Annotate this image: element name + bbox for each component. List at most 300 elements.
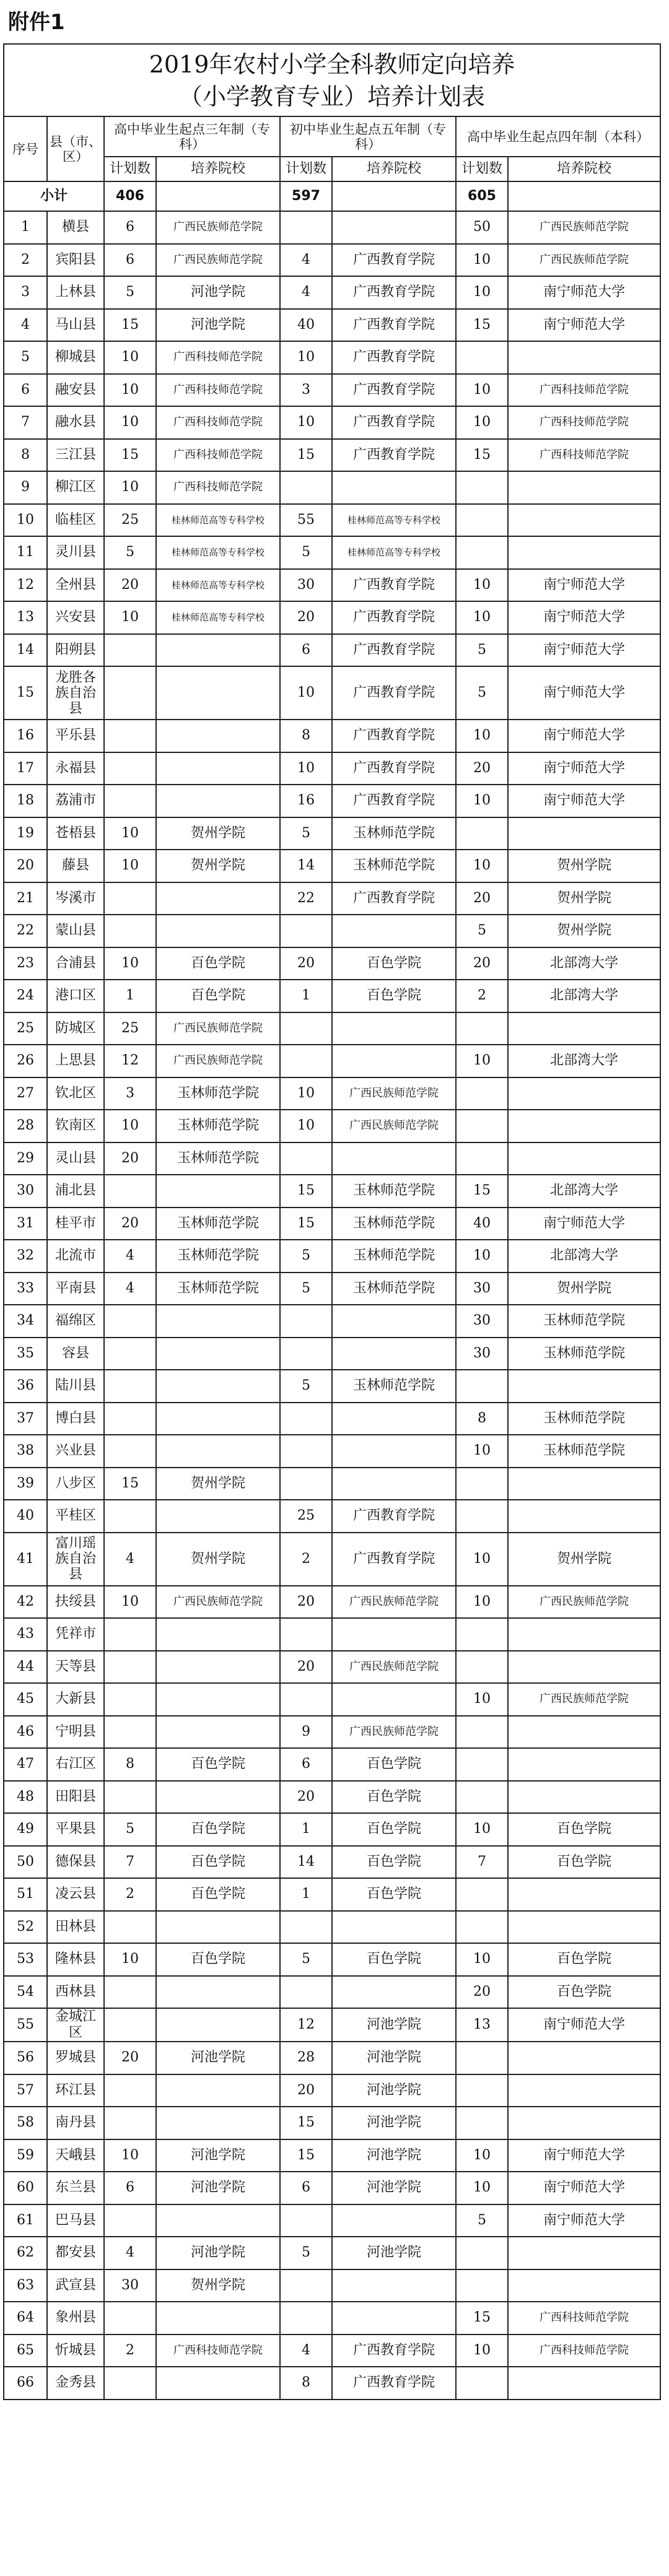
cell-plan-3yr <box>104 2008 156 2042</box>
cell-county: 融水县 <box>47 406 104 439</box>
cell-plan-3yr <box>104 1911 156 1944</box>
cell-school-5yr <box>332 2302 456 2334</box>
cell-county: 南丹县 <box>47 2107 104 2139</box>
cell-plan-3yr: 2 <box>104 1878 156 1911</box>
cell-school-4yr <box>508 2042 660 2074</box>
cell-plan-5yr: 40 <box>280 309 332 342</box>
cell-plan-4yr <box>456 341 508 374</box>
cell-plan-3yr <box>104 1305 156 1338</box>
cell-school-3yr <box>156 2204 280 2237</box>
cell-plan-4yr <box>456 2107 508 2139</box>
cell-school-5yr: 百色学院 <box>332 1748 456 1781</box>
subtotal-5yr: 597 <box>280 181 332 211</box>
cell-plan-3yr <box>104 634 156 667</box>
table-row <box>4 2367 660 2400</box>
cell-seq: 40 <box>4 1500 47 1533</box>
cell-seq: 12 <box>4 569 47 602</box>
cell-plan-5yr: 25 <box>280 1500 332 1533</box>
cell-county: 凭祥市 <box>47 1618 104 1651</box>
cell-plan-4yr: 20 <box>456 1976 508 2009</box>
cell-seq: 59 <box>4 2139 47 2172</box>
cell-county: 合浦县 <box>47 947 104 980</box>
cell-school-3yr: 桂林师范高等专科学校 <box>156 601 280 634</box>
cell-plan-5yr <box>280 1683 332 1716</box>
cell-school-5yr: 桂林师范高等专科学校 <box>332 536 456 569</box>
table-row <box>4 752 660 785</box>
cell-plan-3yr <box>104 2367 156 2400</box>
cell-school-5yr: 广西教育学院 <box>332 309 456 342</box>
cell-school-3yr <box>156 1618 280 1651</box>
cell-school-5yr: 广西教育学院 <box>332 666 456 720</box>
cell-county: 灵川县 <box>47 536 104 569</box>
cell-school-4yr: 南宁师范大学 <box>508 666 660 720</box>
cell-plan-3yr <box>104 2302 156 2334</box>
cell-county: 马山县 <box>47 309 104 342</box>
cell-seq: 44 <box>4 1651 47 1684</box>
table-row <box>4 1500 660 1533</box>
cell-plan-4yr: 5 <box>456 2204 508 2237</box>
cell-school-3yr <box>156 1976 280 2009</box>
table-row <box>4 1110 660 1142</box>
cell-plan-5yr: 30 <box>280 569 332 602</box>
cell-county: 藤县 <box>47 850 104 882</box>
cell-plan-3yr: 10 <box>104 601 156 634</box>
cell-school-4yr: 南宁师范大学 <box>508 2008 660 2042</box>
table-row <box>4 1813 660 1846</box>
table-row <box>4 2334 660 2367</box>
cell-plan-5yr: 16 <box>280 785 332 817</box>
cell-school-4yr: 南宁师范大学 <box>508 569 660 602</box>
cell-plan-3yr <box>104 2204 156 2237</box>
cell-county: 福绵区 <box>47 1305 104 1338</box>
cell-school-5yr: 百色学院 <box>332 1781 456 1814</box>
cell-plan-3yr <box>104 2107 156 2139</box>
cell-plan-4yr: 5 <box>456 915 508 947</box>
cell-seq: 65 <box>4 2334 47 2367</box>
cell-county: 金城江区 <box>47 2008 104 2042</box>
cell-county: 柳城县 <box>47 341 104 374</box>
cell-school-4yr: 贺州学院 <box>508 1533 660 1586</box>
cell-plan-3yr <box>104 752 156 785</box>
cell-school-3yr: 百色学院 <box>156 1748 280 1781</box>
cell-school-5yr: 广西教育学院 <box>332 244 456 277</box>
cell-school-5yr <box>332 211 456 244</box>
cell-plan-3yr <box>104 1435 156 1468</box>
cell-plan-5yr: 10 <box>280 1110 332 1142</box>
cell-plan-4yr: 10 <box>456 1683 508 1716</box>
cell-school-3yr <box>156 1435 280 1468</box>
cell-plan-4yr: 10 <box>456 244 508 277</box>
table-row <box>4 2269 660 2302</box>
cell-seq: 48 <box>4 1781 47 1814</box>
cell-school-5yr: 广西民族师范学院 <box>332 1586 456 1619</box>
cell-seq: 54 <box>4 1976 47 2009</box>
cell-school-3yr <box>156 915 280 947</box>
cell-school-4yr: 北部湾大学 <box>508 947 660 980</box>
header-group-4yr: 高中毕业生起点四年制（本科） <box>456 116 660 157</box>
table-row <box>4 2008 660 2042</box>
table-row <box>4 1370 660 1403</box>
cell-plan-4yr: 30 <box>456 1338 508 1370</box>
cell-plan-3yr: 20 <box>104 569 156 602</box>
cell-seq: 24 <box>4 980 47 1012</box>
table-row <box>4 211 660 244</box>
cell-plan-5yr: 1 <box>280 980 332 1012</box>
table-row <box>4 666 660 720</box>
cell-school-3yr: 广西科技师范学院 <box>156 471 280 504</box>
table-row <box>4 1943 660 1976</box>
cell-plan-5yr: 10 <box>280 666 332 720</box>
cell-school-5yr: 河池学院 <box>332 2042 456 2074</box>
cell-plan-3yr: 5 <box>104 276 156 309</box>
cell-school-3yr <box>156 1370 280 1403</box>
cell-plan-4yr: 10 <box>456 850 508 882</box>
cell-school-5yr: 百色学院 <box>332 1878 456 1911</box>
cell-plan-3yr: 10 <box>104 471 156 504</box>
cell-school-4yr: 百色学院 <box>508 1943 660 1976</box>
cell-school-5yr <box>332 1142 456 1175</box>
cell-school-3yr: 广西科技师范学院 <box>156 439 280 472</box>
cell-plan-4yr <box>456 1878 508 1911</box>
cell-plan-5yr: 20 <box>280 1586 332 1619</box>
cell-county: 天峨县 <box>47 2139 104 2172</box>
cell-plan-4yr <box>456 536 508 569</box>
table-row <box>4 980 660 1012</box>
cell-plan-5yr <box>280 211 332 244</box>
cell-county: 永福县 <box>47 752 104 785</box>
cell-seq: 50 <box>4 1846 47 1879</box>
cell-school-4yr: 南宁师范大学 <box>508 276 660 309</box>
cell-school-3yr <box>156 2367 280 2400</box>
cell-seq: 2 <box>4 244 47 277</box>
header-school-4yr: 培养院校 <box>508 157 660 181</box>
cell-seq: 42 <box>4 1586 47 1619</box>
cell-county: 浦北县 <box>47 1175 104 1208</box>
cell-county: 三江县 <box>47 439 104 472</box>
cell-seq: 33 <box>4 1273 47 1305</box>
cell-plan-4yr: 10 <box>456 1240 508 1273</box>
cell-plan-3yr: 10 <box>104 1943 156 1976</box>
cell-school-4yr <box>508 471 660 504</box>
cell-school-4yr: 广西民族师范学院 <box>508 244 660 277</box>
cell-plan-4yr: 10 <box>456 1533 508 1586</box>
cell-plan-3yr: 12 <box>104 1045 156 1077</box>
cell-seq: 3 <box>4 276 47 309</box>
cell-school-3yr <box>156 634 280 667</box>
cell-plan-5yr <box>280 2302 332 2334</box>
cell-school-4yr: 玉林师范学院 <box>508 1305 660 1338</box>
cell-plan-3yr: 10 <box>104 341 156 374</box>
cell-school-4yr: 贺州学院 <box>508 850 660 882</box>
cell-school-5yr: 广西民族师范学院 <box>332 1110 456 1142</box>
cell-plan-5yr <box>280 1045 332 1077</box>
cell-school-5yr <box>332 1683 456 1716</box>
cell-school-4yr: 北部湾大学 <box>508 1175 660 1208</box>
cell-seq: 11 <box>4 536 47 569</box>
cell-plan-3yr <box>104 1651 156 1684</box>
cell-plan-5yr: 5 <box>280 2237 332 2269</box>
cell-school-4yr: 南宁师范大学 <box>508 634 660 667</box>
cell-seq: 14 <box>4 634 47 667</box>
cell-school-5yr: 玉林师范学院 <box>332 1208 456 1240</box>
cell-plan-5yr: 4 <box>280 276 332 309</box>
cell-school-3yr <box>156 2074 280 2107</box>
cell-school-5yr <box>332 1305 456 1338</box>
cell-county: 巴马县 <box>47 2204 104 2237</box>
cell-plan-5yr: 4 <box>280 244 332 277</box>
cell-school-4yr <box>508 2107 660 2139</box>
table-row <box>4 634 660 667</box>
cell-plan-4yr: 10 <box>456 1813 508 1846</box>
cell-seq: 58 <box>4 2107 47 2139</box>
cell-plan-3yr <box>104 720 156 752</box>
cell-school-5yr: 广西教育学院 <box>332 601 456 634</box>
cell-school-3yr: 百色学院 <box>156 1813 280 1846</box>
table-row <box>4 1142 660 1175</box>
cell-school-4yr: 南宁师范大学 <box>508 720 660 752</box>
cell-county: 横县 <box>47 211 104 244</box>
cell-school-4yr: 南宁师范大学 <box>508 1208 660 1240</box>
subtotal-label: 小计 <box>4 181 104 211</box>
cell-plan-5yr: 9 <box>280 1716 332 1749</box>
cell-school-5yr <box>332 1618 456 1651</box>
cell-county: 平桂区 <box>47 1500 104 1533</box>
cell-school-4yr: 南宁师范大学 <box>508 309 660 342</box>
cell-plan-4yr <box>456 1651 508 1684</box>
cell-county: 港口区 <box>47 980 104 1012</box>
cell-school-4yr <box>508 1370 660 1403</box>
cell-school-4yr: 贺州学院 <box>508 915 660 947</box>
cell-plan-4yr <box>456 2074 508 2107</box>
cell-school-5yr: 广西教育学院 <box>332 2334 456 2367</box>
cell-county: 防城区 <box>47 1012 104 1045</box>
cell-county: 荔浦市 <box>47 785 104 817</box>
cell-school-3yr <box>156 1781 280 1814</box>
cell-school-4yr: 广西科技师范学院 <box>508 2334 660 2367</box>
cell-seq: 15 <box>4 666 47 720</box>
table-row <box>4 536 660 569</box>
cell-plan-3yr: 1 <box>104 980 156 1012</box>
subtotal-3yr: 406 <box>104 181 156 211</box>
cell-seq: 13 <box>4 601 47 634</box>
cell-plan-4yr <box>456 1911 508 1944</box>
cell-school-3yr: 贺州学院 <box>156 1533 280 1586</box>
cell-county: 桂平市 <box>47 1208 104 1240</box>
cell-county: 平南县 <box>47 1273 104 1305</box>
cell-county: 武宣县 <box>47 2269 104 2302</box>
table-row <box>4 2172 660 2204</box>
cell-plan-3yr: 10 <box>104 406 156 439</box>
cell-school-5yr: 玉林师范学院 <box>332 850 456 882</box>
table-row <box>4 2139 660 2172</box>
table-row <box>4 276 660 309</box>
cell-school-4yr <box>508 1618 660 1651</box>
cell-school-3yr: 贺州学院 <box>156 850 280 882</box>
cell-plan-3yr: 15 <box>104 1468 156 1500</box>
cell-plan-4yr: 5 <box>456 666 508 720</box>
header-school-5yr: 培养院校 <box>332 157 456 181</box>
cell-school-4yr: 南宁师范大学 <box>508 2172 660 2204</box>
cell-school-3yr <box>156 2302 280 2334</box>
cell-school-4yr <box>508 504 660 537</box>
cell-school-3yr <box>156 1911 280 1944</box>
cell-school-3yr: 贺州学院 <box>156 817 280 850</box>
cell-plan-5yr: 15 <box>280 1208 332 1240</box>
table-row <box>4 1586 660 1619</box>
cell-plan-4yr: 10 <box>456 2334 508 2367</box>
cell-plan-4yr <box>456 2042 508 2074</box>
cell-school-4yr: 南宁师范大学 <box>508 2204 660 2237</box>
cell-plan-5yr: 20 <box>280 601 332 634</box>
cell-school-5yr: 百色学院 <box>332 1813 456 1846</box>
cell-plan-5yr: 5 <box>280 1240 332 1273</box>
cell-seq: 18 <box>4 785 47 817</box>
cell-plan-4yr: 30 <box>456 1273 508 1305</box>
cell-plan-3yr <box>104 1781 156 1814</box>
cell-plan-4yr <box>456 1110 508 1142</box>
cell-plan-5yr <box>280 471 332 504</box>
cell-school-4yr <box>508 2269 660 2302</box>
table-row <box>4 341 660 374</box>
cell-school-4yr <box>508 1468 660 1500</box>
cell-county: 富川瑶族自治县 <box>47 1533 104 1586</box>
cell-county: 八步区 <box>47 1468 104 1500</box>
cell-seq: 17 <box>4 752 47 785</box>
table-row <box>4 1976 660 2009</box>
table-row <box>4 1911 660 1944</box>
cell-school-5yr: 玉林师范学院 <box>332 1370 456 1403</box>
cell-school-4yr <box>508 817 660 850</box>
table-row <box>4 1045 660 1077</box>
cell-plan-3yr <box>104 1500 156 1533</box>
cell-seq: 25 <box>4 1012 47 1045</box>
cell-seq: 57 <box>4 2074 47 2107</box>
cell-school-3yr <box>156 2008 280 2042</box>
cell-school-5yr: 广西教育学院 <box>332 785 456 817</box>
cell-school-4yr <box>508 2367 660 2400</box>
cell-plan-4yr <box>456 1142 508 1175</box>
cell-school-3yr <box>156 1683 280 1716</box>
cell-school-4yr <box>508 1110 660 1142</box>
table-row <box>4 850 660 882</box>
cell-school-4yr <box>508 1012 660 1045</box>
header-plan-4yr: 计划数 <box>456 157 508 181</box>
cell-plan-3yr: 25 <box>104 504 156 537</box>
cell-seq: 7 <box>4 406 47 439</box>
cell-seq: 46 <box>4 1716 47 1749</box>
cell-school-3yr: 桂林师范高等专科学校 <box>156 569 280 602</box>
cell-plan-5yr: 6 <box>280 1748 332 1781</box>
cell-plan-4yr: 15 <box>456 1175 508 1208</box>
cell-school-4yr: 玉林师范学院 <box>508 1435 660 1468</box>
cell-county: 上林县 <box>47 276 104 309</box>
cell-plan-5yr: 1 <box>280 1813 332 1846</box>
cell-plan-5yr: 2 <box>280 1533 332 1586</box>
cell-school-3yr: 广西科技师范学院 <box>156 2334 280 2367</box>
cell-school-3yr: 广西科技师范学院 <box>156 406 280 439</box>
cell-plan-5yr: 12 <box>280 2008 332 2042</box>
cell-school-5yr: 玉林师范学院 <box>332 1240 456 1273</box>
cell-school-5yr <box>332 1045 456 1077</box>
cell-plan-5yr: 55 <box>280 504 332 537</box>
cell-school-4yr: 广西科技师范学院 <box>508 2302 660 2334</box>
cell-school-5yr <box>332 1338 456 1370</box>
cell-plan-4yr: 10 <box>456 2172 508 2204</box>
cell-county: 田林县 <box>47 1911 104 1944</box>
cell-plan-5yr: 6 <box>280 2172 332 2204</box>
table-row <box>4 1781 660 1814</box>
cell-plan-5yr: 15 <box>280 2139 332 2172</box>
cell-seq: 6 <box>4 374 47 407</box>
cell-plan-5yr <box>280 1012 332 1045</box>
cell-school-3yr: 百色学院 <box>156 1846 280 1879</box>
cell-school-5yr: 玉林师范学院 <box>332 1175 456 1208</box>
cell-county: 平乐县 <box>47 720 104 752</box>
cell-plan-5yr <box>280 915 332 947</box>
cell-school-3yr <box>156 1175 280 1208</box>
cell-plan-4yr: 10 <box>456 720 508 752</box>
cell-county: 岑溪市 <box>47 882 104 915</box>
cell-plan-5yr: 20 <box>280 947 332 980</box>
cell-school-5yr: 广西教育学院 <box>332 1533 456 1586</box>
cell-seq: 30 <box>4 1175 47 1208</box>
cell-school-4yr: 广西民族师范学院 <box>508 1683 660 1716</box>
cell-school-5yr: 玉林师范学院 <box>332 817 456 850</box>
cell-plan-4yr <box>456 1618 508 1651</box>
cell-seq: 39 <box>4 1468 47 1500</box>
cell-school-5yr: 河池学院 <box>332 2008 456 2042</box>
cell-seq: 22 <box>4 915 47 947</box>
cell-seq: 66 <box>4 2367 47 2400</box>
cell-county: 田阳县 <box>47 1781 104 1814</box>
cell-seq: 64 <box>4 2302 47 2334</box>
table-row <box>4 1878 660 1911</box>
cell-plan-3yr <box>104 1370 156 1403</box>
cell-school-3yr <box>156 1305 280 1338</box>
cell-plan-5yr: 20 <box>280 1781 332 1814</box>
cell-county: 天等县 <box>47 1651 104 1684</box>
table-row <box>4 1208 660 1240</box>
cell-county: 龙胜各族自治县 <box>47 666 104 720</box>
cell-school-3yr: 玉林师范学院 <box>156 1208 280 1240</box>
cell-plan-5yr: 10 <box>280 406 332 439</box>
cell-seq: 16 <box>4 720 47 752</box>
cell-plan-3yr: 2 <box>104 2334 156 2367</box>
cell-school-3yr: 桂林师范高等专科学校 <box>156 504 280 537</box>
cell-plan-4yr <box>456 2269 508 2302</box>
cell-plan-5yr: 5 <box>280 1273 332 1305</box>
table-row <box>4 374 660 407</box>
cell-school-3yr <box>156 666 280 720</box>
cell-plan-5yr: 14 <box>280 1846 332 1879</box>
cell-plan-3yr: 15 <box>104 439 156 472</box>
cell-school-3yr: 河池学院 <box>156 309 280 342</box>
cell-county: 临桂区 <box>47 504 104 537</box>
cell-school-3yr: 河池学院 <box>156 2237 280 2269</box>
cell-county: 蒙山县 <box>47 915 104 947</box>
table-row <box>4 504 660 537</box>
cell-school-3yr: 贺州学院 <box>156 2269 280 2302</box>
subtotal-empty-cell <box>156 181 280 211</box>
cell-plan-4yr: 40 <box>456 1208 508 1240</box>
cell-school-5yr: 河池学院 <box>332 2139 456 2172</box>
cell-seq: 52 <box>4 1911 47 1944</box>
cell-seq: 43 <box>4 1618 47 1651</box>
header-county: 县（市、区） <box>47 116 104 181</box>
cell-plan-3yr: 10 <box>104 1110 156 1142</box>
cell-school-4yr <box>508 1716 660 1749</box>
table-row <box>4 2204 660 2237</box>
